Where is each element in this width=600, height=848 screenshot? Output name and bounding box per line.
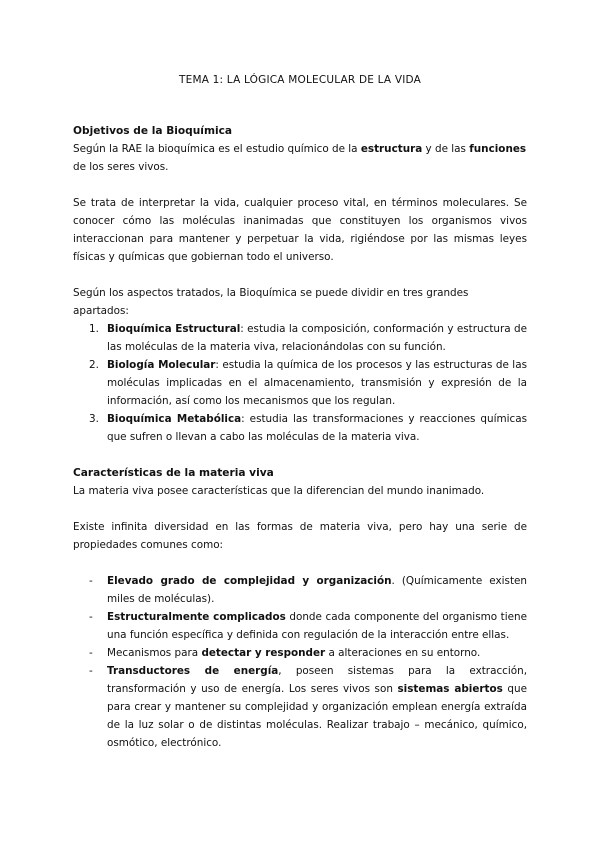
list-item: - Mecanismos para detectar y responder a alteraciones en su entorno. [73,644,527,662]
bullet-list [73,572,527,752]
paragraph-interpretation: Se trata de interpretar la vida, cualquier proceso vital, en términos moleculares. Se conocer cómo las moléculas inanimadas que constituyen los organismos vivos interaccionan para mantener y perpetuar la vida, rigiéndose por las mismas leyes físicas y químicas que gobiernan todo el universo. [73,197,527,263]
document-title: TEMA 1: LA LÓGICA MOLECULAR DE LA VIDA [179,74,421,86]
section-heading-caracteristicas: Características de la materia viva [73,467,274,479]
list-number: 2. [89,359,99,371]
section-heading-objetivos: Objetivos de la Bioquímica [73,125,233,137]
paragraph-materia-viva: La materia viva posee características que la diferencian del mundo inanimado. [73,485,485,497]
paragraph-rae-definition: Según la RAE la bioquímica es el estudio químico de la estructura y de las funciones de los seres vivos. [73,143,527,173]
list-item: - Transductores de energía, poseen sistemas para la extracción, transformación y uso de energía. Los seres vivos son sistemas abiertos que para crear y mantener su complejidad y organización emplean energía extraída de la luz solar o de distintas moléculas. Realizar trabajo – mecánico, químico, osmótico, electrónico. [73,662,527,752]
list-item: 3. Bioquímica Metabólica: estudia las transformaciones y reacciones químicas que sufren o llevan a cabo las moléculas de la materia viva. [73,410,527,446]
numbered-list [73,320,527,446]
list-item: 1. Bioquímica Estructural: estudia la composición, conformación y estructura de las moléculas de la materia viva, relacionándolas con su función. [73,320,527,356]
list-dash: - [89,611,93,623]
list-dash: - [89,665,93,677]
list-dash: - [89,575,93,587]
list-item: - Elevado grado de complejidad y organización. (Químicamente existen miles de moléculas). [73,572,527,608]
list-number: 3. [89,413,99,425]
paragraph-division-intro: Según los aspectos tratados, la Bioquímica se puede dividir en tres grandes apartados: [73,287,469,317]
list-item: - Estructuralmente complicados donde cada componente del organismo tiene una función específica y definida con regulación de la interacción entre ellas. [73,608,527,644]
list-dash: - [89,647,93,659]
list-item: 2. Biología Molecular: estudia la química de los procesos y las estructuras de las moléculas implicadas en el almacenamiento, transmisión y expresión de la información, así como los mecanismos que los regulan. [73,356,527,410]
list-number: 1. [89,323,99,335]
paragraph-diversidad: Existe infinita diversidad en las formas de materia viva, pero hay una serie de propiedades comunes como: [73,521,527,551]
